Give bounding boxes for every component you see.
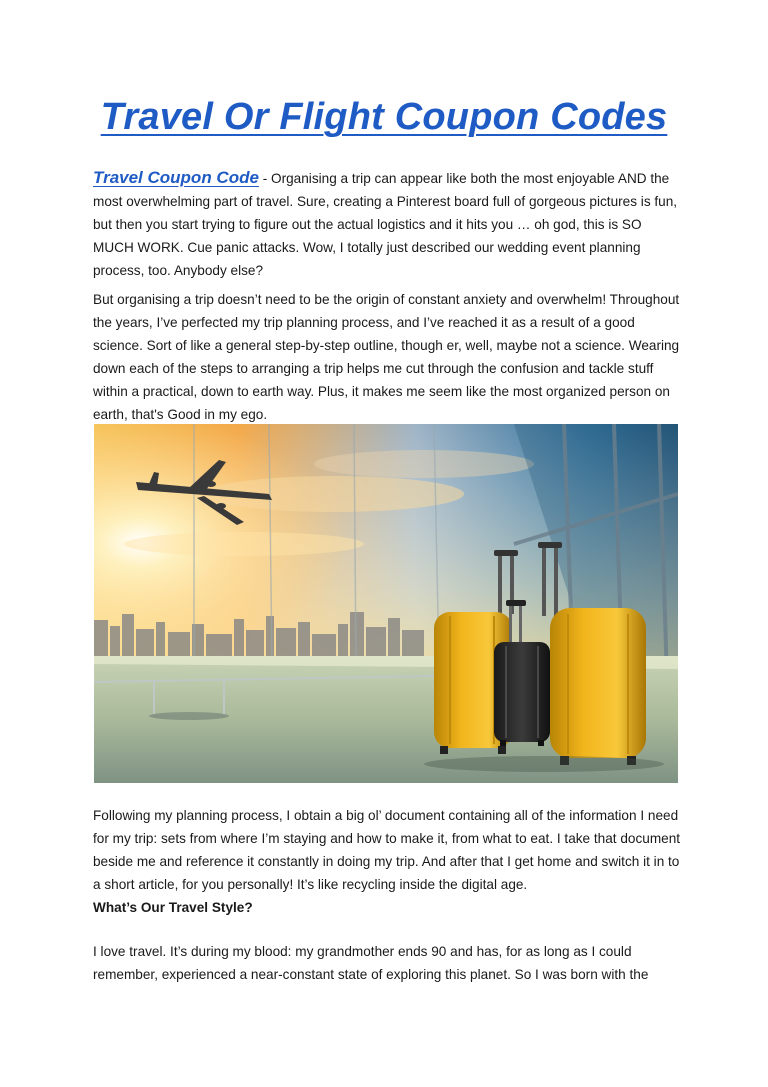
travel-style-heading: What’s Our Travel Style? <box>93 900 253 915</box>
intro-text: - Organising a trip can appear like both the most enjoyable AND the most overwhelming part of travel. Sure, creating a Pinterest board full of gorgeous pictures is fun, but then you start trying to figure out the actual logistics and it hits you … oh god, this is SO MUCH WORK. Cue panic attacks. Wow, I totally just described our wedding event planning process, too. Anybody else? <box>93 171 678 278</box>
intro-paragraph <box>93 166 683 282</box>
paragraph-2: But organising a trip doesn’t need to be the origin of constant anxiety and overwhelm! Throughout the years, I’ve perfected my trip planning process, and I’ve reached it as a result of a good science. Sort of like a general step-by-step outline, though er, well, maybe not a science. Wearing down each of the steps to arranging a trip helps me cut through the confusion and tackle stuff within a practical, down to earth way. Plus, it makes me seem like the most organized person on earth, that's Good in my ego. <box>93 292 680 422</box>
page-title: Travel Or Flight Coupon Codes <box>100 96 668 138</box>
travel-coupon-code-link[interactable]: Travel Coupon Code <box>93 168 259 187</box>
paragraph-4: I love travel. It’s during my blood: my grandmother ends 90 and has, for as long as I could remember, experienced a near-constant state of exploring this planet. So I was born with the <box>93 944 649 982</box>
paragraph-3: Following my planning process, I obtain a big ol’ document containing all of the information I need for my trip: sets from where I’m staying and how to make it, from what to eat. I take that document beside me and reference it constantly in doing my trip. And after that I get home and switch it in to a short article, for you personally! It’s like recycling inside the digital age. <box>93 808 681 892</box>
airport-luggage-photo <box>94 424 678 783</box>
